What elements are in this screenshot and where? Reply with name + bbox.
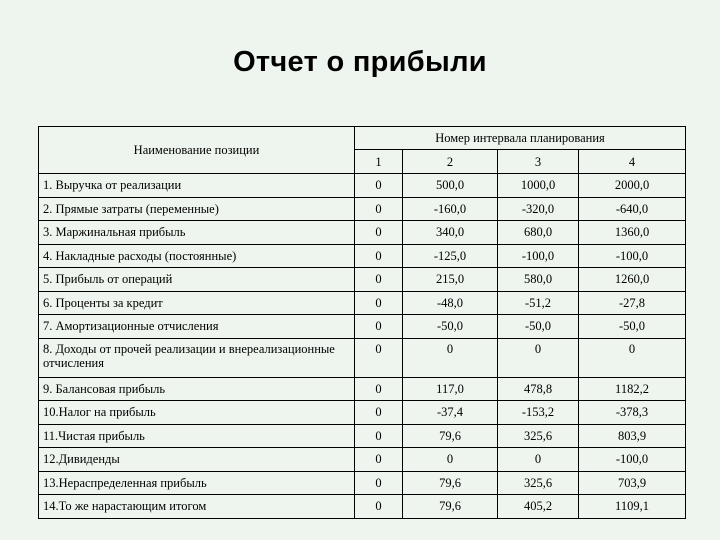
row-value: -640,0 — [579, 197, 686, 221]
row-value: 0 — [355, 424, 403, 448]
table-row — [39, 268, 686, 292]
row-label: 3. Маржинальная прибыль — [39, 221, 355, 245]
row-label: 5. Прибыль от операций — [39, 268, 355, 292]
row-value: 325,6 — [498, 471, 579, 495]
row-value: 0 — [355, 291, 403, 315]
row-value: -378,3 — [579, 401, 686, 425]
header-row — [39, 127, 686, 150]
row-value: 0 — [498, 338, 579, 377]
period-header: 2 — [403, 150, 498, 174]
row-value: 0 — [403, 338, 498, 377]
row-value: 0 — [579, 338, 686, 377]
table-row — [39, 377, 686, 401]
row-value: -320,0 — [498, 197, 579, 221]
row-value: 0 — [403, 448, 498, 472]
row-value: 1360,0 — [579, 221, 686, 245]
table-row — [39, 315, 686, 339]
table-row — [39, 291, 686, 315]
row-value: 0 — [355, 244, 403, 268]
column-header-name: Наименование позиции — [39, 127, 355, 174]
row-value: 680,0 — [498, 221, 579, 245]
row-value: -50,0 — [498, 315, 579, 339]
row-value: 117,0 — [403, 377, 498, 401]
row-value: 79,6 — [403, 424, 498, 448]
row-value: -48,0 — [403, 291, 498, 315]
row-value: -37,4 — [403, 401, 498, 425]
row-value: 2000,0 — [579, 174, 686, 198]
row-value: 500,0 — [403, 174, 498, 198]
table-row — [39, 197, 686, 221]
row-value: 0 — [355, 221, 403, 245]
row-value: 0 — [355, 197, 403, 221]
row-label: 9. Балансовая прибыль — [39, 377, 355, 401]
row-label: 8. Доходы от прочей реализации и внереализационные отчисления — [39, 338, 355, 377]
row-label: 1. Выручка от реализации — [39, 174, 355, 198]
profit-report-table — [38, 126, 686, 519]
row-value: 405,2 — [498, 495, 579, 519]
row-value: 0 — [355, 495, 403, 519]
row-label: 6. Проценты за кредит — [39, 291, 355, 315]
row-value: 340,0 — [403, 221, 498, 245]
row-value: -100,0 — [579, 448, 686, 472]
row-label: 10.Налог на прибыль — [39, 401, 355, 425]
row-value: -51,2 — [498, 291, 579, 315]
table-row — [39, 495, 686, 519]
row-value: 1000,0 — [498, 174, 579, 198]
row-value: 0 — [355, 448, 403, 472]
row-value: 580,0 — [498, 268, 579, 292]
row-label: 2. Прямые затраты (переменные) — [39, 197, 355, 221]
period-header: 1 — [355, 150, 403, 174]
row-value: -100,0 — [498, 244, 579, 268]
row-value: 325,6 — [498, 424, 579, 448]
row-value: 803,9 — [579, 424, 686, 448]
row-value: 1182,2 — [579, 377, 686, 401]
row-value: 215,0 — [403, 268, 498, 292]
row-label: 13.Нераспределенная прибыль — [39, 471, 355, 495]
table-row — [39, 338, 686, 377]
period-header: 4 — [579, 150, 686, 174]
row-value: 0 — [355, 268, 403, 292]
row-value: 0 — [355, 174, 403, 198]
column-header-group: Номер интервала планирования — [355, 127, 686, 150]
table-row — [39, 448, 686, 472]
table-row — [39, 174, 686, 198]
row-label: 11.Чистая прибыль — [39, 424, 355, 448]
row-label: 7. Амортизационные отчисления — [39, 315, 355, 339]
row-value: 0 — [355, 377, 403, 401]
table-row — [39, 401, 686, 425]
row-value: -153,2 — [498, 401, 579, 425]
table-row — [39, 471, 686, 495]
row-value: -125,0 — [403, 244, 498, 268]
row-value: -27,8 — [579, 291, 686, 315]
row-value: 478,8 — [498, 377, 579, 401]
row-value: 0 — [355, 338, 403, 377]
table-row — [39, 221, 686, 245]
row-value: 1109,1 — [579, 495, 686, 519]
row-value: 703,9 — [579, 471, 686, 495]
row-value: 0 — [355, 315, 403, 339]
table-row — [39, 244, 686, 268]
row-value: -160,0 — [403, 197, 498, 221]
row-value: 0 — [498, 448, 579, 472]
table-row — [39, 424, 686, 448]
period-header: 3 — [498, 150, 579, 174]
row-label: 12.Дивиденды — [39, 448, 355, 472]
row-value: 0 — [355, 401, 403, 425]
page-title: Отчет о прибыли — [233, 46, 487, 78]
row-value: 0 — [355, 471, 403, 495]
row-value: 79,6 — [403, 495, 498, 519]
row-label: 14.То же нарастающим итогом — [39, 495, 355, 519]
row-label: 4. Накладные расходы (постоянные) — [39, 244, 355, 268]
row-value: -50,0 — [403, 315, 498, 339]
row-value: -50,0 — [579, 315, 686, 339]
row-value: 1260,0 — [579, 268, 686, 292]
row-value: -100,0 — [579, 244, 686, 268]
row-value: 79,6 — [403, 471, 498, 495]
